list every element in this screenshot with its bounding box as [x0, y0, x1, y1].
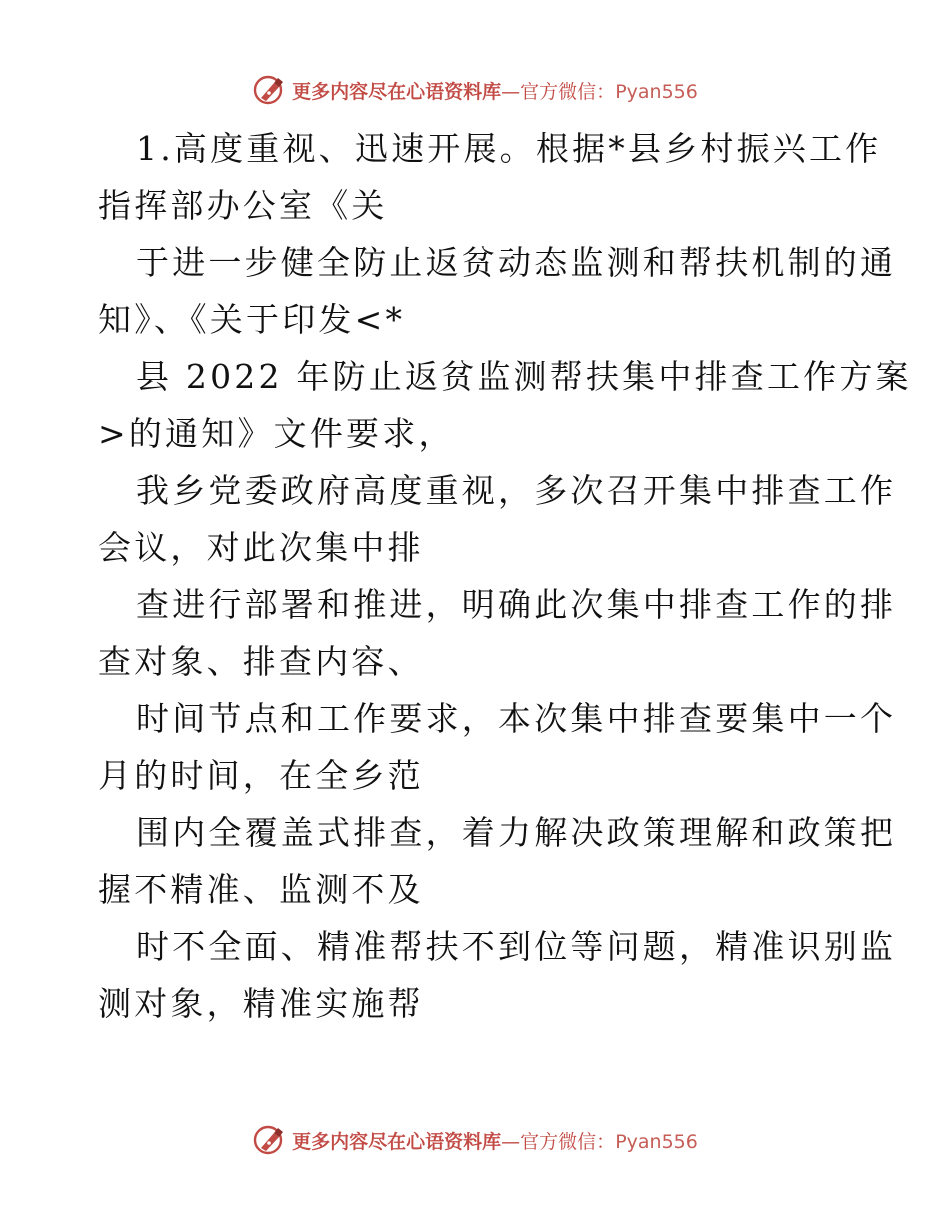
body-line: 查对象、排查内容、 [98, 642, 424, 681]
body-line: 会议，对此次集中排 [98, 528, 424, 567]
watermark-text [292, 77, 698, 104]
footer-watermark [0, 1120, 950, 1160]
body-line: 我乡党委政府高度重视，多次召开集中排查工作 [136, 471, 897, 510]
body-line: 于进一步健全防止返贫动态监测和帮扶机制的通 [136, 243, 897, 282]
document-body [98, 120, 912, 1032]
watermark-wechat-id: Pyan556 [615, 1130, 698, 1153]
watermark-separator: — [501, 80, 521, 103]
body-line: 握不精准、监测不及 [98, 870, 424, 909]
watermark-wechat-id: Pyan556 [615, 80, 698, 103]
header-watermark [0, 70, 950, 110]
watermark-wechat-label: 官方微信： [520, 80, 616, 103]
body-line: >的通知》文件要求， [98, 414, 455, 453]
body-line: 查进行部署和推进，明确此次集中排查工作的排 [136, 585, 897, 624]
watermark-main-text: 更多内容尽在心语资料库 [292, 1130, 502, 1153]
body-line: 围内全覆盖式排查，着力解决政策理解和政策把 [136, 813, 897, 852]
body-line: 指挥部办公室《关 [98, 186, 388, 225]
body-line: 时间节点和工作要求，本次集中排查要集中一个 [136, 699, 897, 738]
body-line: 月的时间，在全乡范 [98, 756, 424, 795]
watermark-text [292, 1127, 698, 1154]
body-line: 知》、《关于印发<* [98, 300, 406, 339]
watermark-wechat-label: 官方微信： [520, 1130, 616, 1153]
body-line: 测对象，精准实施帮 [98, 984, 424, 1023]
watermark-main-text: 更多内容尽在心语资料库 [292, 80, 502, 103]
pen-nib-circle-logo-icon [252, 72, 288, 108]
body-line: 县 2022 年防止返贫监测帮扶集中排查工作方案 [136, 357, 912, 396]
body-line: 时不全面、精准帮扶不到位等问题，精准识别监 [136, 927, 897, 966]
watermark-separator: — [501, 1130, 521, 1153]
body-line: 1.高度重视、迅速开展。根据*县乡村振兴工作 [136, 129, 882, 168]
pen-nib-circle-logo-icon [252, 1122, 288, 1158]
